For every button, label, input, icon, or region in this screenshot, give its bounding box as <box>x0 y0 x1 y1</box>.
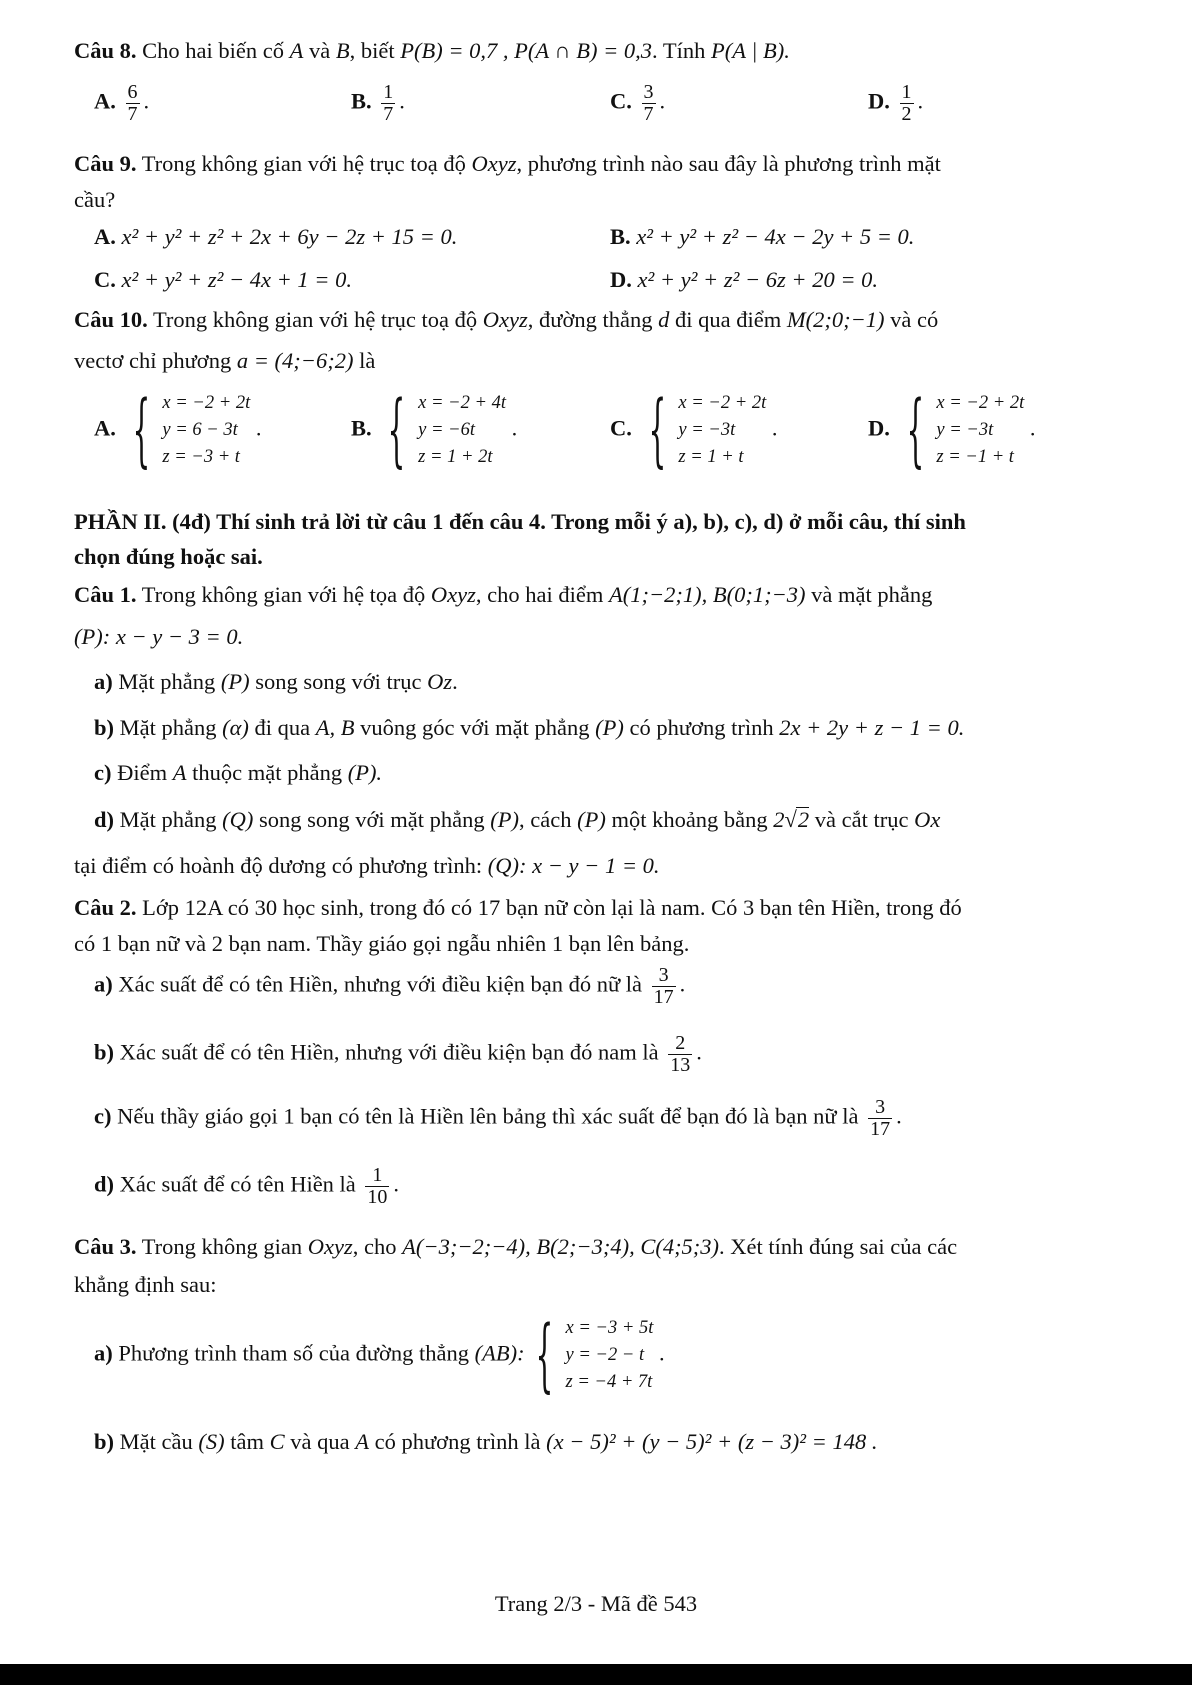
sphere-eq: (x − 5)² + (y − 5)² + (z − 3)² = 148 . <box>546 1429 878 1454</box>
denominator: 13 <box>670 1054 691 1076</box>
fraction <box>365 1165 389 1208</box>
q10-text: vectơ chỉ phương <box>74 348 232 373</box>
brace-icon: { <box>387 383 406 476</box>
fraction <box>900 82 914 125</box>
option-letter: A. <box>94 88 116 114</box>
q8-option-d: D. $\frac{1}{2}$ . <box>868 81 924 125</box>
q10-point: M(2;0;−1) <box>786 307 885 332</box>
q9-option-d <box>610 266 878 294</box>
system-row: z = −1 + t <box>936 446 1014 467</box>
item-text: song song với trục <box>255 669 422 694</box>
item-text: Điểm <box>117 760 168 785</box>
system-row: z = −4 + 7t <box>565 1371 653 1392</box>
q10-text: , đường thẳng <box>527 307 653 332</box>
fraction <box>652 965 676 1008</box>
system-row: x = −2 + 4t <box>418 393 506 413</box>
system-row: y = −6t <box>418 419 475 440</box>
item-text: . <box>452 669 458 694</box>
numerator: 3 <box>868 1097 892 1119</box>
q10-direction-vector: a = (4;−6;2) <box>236 348 354 373</box>
numerator: 1 <box>383 81 394 103</box>
plane-q: (Q) <box>222 807 254 832</box>
q9-label: Câu 9. <box>74 151 137 176</box>
plane-p: (P) <box>595 715 624 740</box>
q10-line-d: d <box>658 307 670 332</box>
option-letter: C. <box>94 267 116 292</box>
system-row: z = −3 + t <box>162 446 240 467</box>
plane-p: (P) <box>490 807 519 832</box>
denominator: 7 <box>643 103 654 125</box>
option-letter: D. <box>610 267 632 292</box>
points-ab: A, B <box>315 715 355 740</box>
numerator: 1 <box>901 81 912 103</box>
item-text: tâm <box>230 1429 264 1454</box>
system-row: x = −3 + 5t <box>565 1318 654 1338</box>
numerator: 2 <box>668 1033 692 1055</box>
item-text: đi qua <box>254 715 311 740</box>
item-text: Mặt cầu <box>119 1429 193 1454</box>
fraction <box>642 82 656 125</box>
q10-text: là <box>359 348 376 373</box>
item-label: d) <box>94 807 115 832</box>
q9-coord-system: Oxyz <box>471 151 517 176</box>
q10-text: và có <box>890 307 939 332</box>
fraction <box>668 1033 692 1076</box>
system-row: z = 1 + 2t <box>418 446 493 467</box>
c3-stem-cont <box>74 1271 216 1299</box>
item-label: a) <box>94 971 113 997</box>
item-text: Mặt phẳng <box>119 807 217 832</box>
c2-stem-cont <box>74 930 689 958</box>
fraction <box>868 1097 892 1140</box>
item-label: c) <box>94 1103 112 1129</box>
item-text: , cách <box>518 807 572 832</box>
equation-system <box>377 383 506 476</box>
item-text: Mặt phẳng <box>119 715 217 740</box>
q10-text: Trong không gian với hệ trục toạ độ <box>152 307 478 332</box>
equation-system <box>638 383 767 476</box>
option-letter: D. <box>868 88 890 114</box>
c1-item-a <box>94 668 458 696</box>
equation-system <box>122 383 251 476</box>
option-letter: D. <box>868 415 890 441</box>
system-row: x = −2 + 2t <box>936 393 1025 413</box>
c3-item-a: a) Phương trình tham số của đường thẳng (AB): { x = −3 + 5t y = −2 − t z = −4 + 7t . <box>94 1308 665 1401</box>
q8-text: . Tính <box>652 38 706 63</box>
equation-system <box>525 1308 654 1401</box>
denominator: 2 <box>901 103 912 125</box>
q10-text: đi qua điểm <box>674 307 782 332</box>
q10-option-d: D. { x = −2 + 2t y = −3t z = −1 + t . <box>868 383 1036 476</box>
q10-option-a: A. { x = −2 + 2t y = 6 − 3t z = −3 + t . <box>94 383 262 476</box>
item-text: Xác suất để có tên Hiền là <box>119 1171 356 1197</box>
option-letter: C. <box>610 88 632 114</box>
q8-stem <box>74 37 790 65</box>
system-row: y = −2 − t <box>565 1344 645 1365</box>
q8-expr-pab: P(A ∩ B) = 0,3 <box>514 38 653 63</box>
item-label: c) <box>94 760 112 785</box>
option-letter: C. <box>610 415 632 441</box>
item-text: Xác suất để có tên Hiền, nhưng với điều kiện bạn đó nữ là <box>118 971 643 997</box>
q10-option-c: C. { x = −2 + 2t y = −3t z = 1 + t . <box>610 383 778 476</box>
q8-expr-pb: P(B) = 0,7 , <box>400 38 509 63</box>
system-row: x = −2 + 2t <box>162 393 251 413</box>
brace-icon: { <box>906 383 924 476</box>
item-text: và qua <box>290 1429 350 1454</box>
c1-plane <box>74 623 243 651</box>
plane-p: (P) <box>220 669 250 694</box>
numerator: 1 <box>365 1165 389 1187</box>
denominator: 17 <box>870 1118 891 1140</box>
system-row: z = 1 + t <box>678 446 744 467</box>
q9-text: , phương trình nào sau đây là phương trình mặt <box>516 151 941 176</box>
item-label: b) <box>94 1429 115 1454</box>
plane-p: (P). <box>347 760 383 785</box>
c2-text: có 1 bạn nữ và 2 bạn nam. Thầy giáo gọi ngẫu nhiên 1 bạn lên bảng. <box>74 931 690 956</box>
item-text: Nếu thầy giáo gọi 1 bạn có tên là Hiền lên bảng thì xác suất để bạn đó là bạn nữ là <box>117 1103 859 1129</box>
c3-stem <box>74 1233 957 1261</box>
q9-option-c <box>94 266 352 294</box>
item-label: a) <box>94 669 113 694</box>
numerator: 3 <box>643 81 654 103</box>
option-letter: B. <box>351 415 372 441</box>
item-label: d) <box>94 1171 115 1197</box>
item-text: thuộc mặt phẳng <box>192 760 343 785</box>
c3-text: . Xét tính đúng sai của các <box>719 1234 958 1259</box>
part2-heading-cont: chọn đúng hoặc sai. <box>74 544 263 569</box>
q10-stem <box>74 306 938 334</box>
axis-ox: Ox <box>914 807 941 832</box>
q8-label: Câu 8. <box>74 38 137 63</box>
c2-item-a: a) Xác suất để có tên Hiền, nhưng với điều kiện bạn đó nữ là $\frac{3}{17}$ . <box>94 964 686 1008</box>
sphere-s: (S) <box>198 1429 225 1454</box>
item-label: b) <box>94 715 115 740</box>
option-expr: x² + y² + z² + 2x + 6y − 2z + 15 = 0. <box>121 224 458 249</box>
distance-radicand: 2 <box>797 807 810 832</box>
q8-option-a: A. $\frac{6}{7}$ . <box>94 81 150 125</box>
line-ab: (AB): <box>474 1340 525 1366</box>
c2-stem <box>74 894 962 922</box>
plane-eq: 2x + 2y + z − 1 = 0. <box>779 715 965 740</box>
item-text: song song với mặt phẳng <box>258 807 485 832</box>
item-label: a) <box>94 1340 113 1366</box>
denominator: 7 <box>383 103 394 125</box>
q9-stem-cont <box>74 186 115 214</box>
q8-expr-target: P(A | B). <box>711 38 790 63</box>
q9-text: cầu? <box>74 187 116 212</box>
c3-points: A(−3;−2;−4), B(2;−3;4), C(4;5;3) <box>402 1234 720 1259</box>
c1-points: A(1;−2;1), B(0;1;−3) <box>609 582 806 607</box>
item-text: có phương trình <box>629 715 774 740</box>
plane-alpha: (α) <box>222 715 249 740</box>
option-expr: x² + y² + z² − 4x − 2y + 5 = 0. <box>636 224 915 249</box>
brace-icon: { <box>648 383 666 476</box>
q8-text: và <box>309 38 331 63</box>
fraction <box>381 82 395 125</box>
c1-item-b <box>94 714 964 742</box>
equation-system <box>896 383 1025 476</box>
c3-label: Câu 3. <box>74 1234 137 1259</box>
c1-label: Câu 1. <box>74 582 137 607</box>
c1-item-d-cont <box>74 852 660 880</box>
c2-item-b: b) Xác suất để có tên Hiền, nhưng với điều kiện bạn đó nam là $\frac{2}{13}$ . <box>94 1032 702 1076</box>
distance-coefficient: 2 <box>773 807 785 832</box>
option-letter: A. <box>94 224 116 249</box>
item-text: và cắt trục <box>814 807 909 832</box>
part2-heading: PHẦN II. (4đ) Thí sinh trả lời từ câu 1 đến câu 4. Trong mỗi ý a), b), c), d) ở mỗi câu, thí sinh <box>74 509 966 534</box>
q10-stem-cont <box>74 347 375 375</box>
option-letter: B. <box>351 88 372 114</box>
item-text: một khoảng bằng <box>611 807 768 832</box>
q8-event-a: A <box>289 38 304 63</box>
q9-text: Trong không gian với hệ trục toạ độ <box>141 151 466 176</box>
point-c: C <box>269 1429 285 1454</box>
point-a: A <box>355 1429 369 1454</box>
denominator: 10 <box>367 1186 388 1208</box>
brace-icon: { <box>132 383 150 476</box>
brace-icon: { <box>535 1308 553 1401</box>
q8-option-b: B. $\frac{1}{7}$ . <box>351 81 405 125</box>
option-expr: x² + y² + z² − 4x + 1 = 0. <box>121 267 352 292</box>
item-text: tại điểm có hoành độ dương có phương trình: <box>74 853 483 878</box>
plane-q-eq: (Q): x − y − 1 = 0. <box>487 853 660 878</box>
system-row: x = −2 + 2t <box>678 393 767 413</box>
q10-coord-system: Oxyz <box>482 307 528 332</box>
option-letter: B. <box>610 224 631 249</box>
c1-text: Trong không gian với hệ tọa độ <box>141 582 426 607</box>
item-text: Xác suất để có tên Hiền, nhưng với điều kiện bạn đó nam là <box>119 1039 659 1065</box>
c1-item-d <box>94 806 940 834</box>
system-row: y = 6 − 3t <box>162 419 238 440</box>
point-a: A <box>172 760 187 785</box>
c3-text: khẳng định sau: <box>74 1272 217 1297</box>
fraction <box>126 82 140 125</box>
c3-text: , cho <box>352 1234 397 1259</box>
axis-oz: Oz <box>427 669 453 694</box>
scan-edge <box>0 1664 1192 1685</box>
c1-item-c <box>94 759 382 787</box>
option-letter: A. <box>94 415 116 441</box>
q8-text: , biết <box>349 38 395 63</box>
denominator: 17 <box>653 986 674 1008</box>
q10-option-b: B. { x = −2 + 4t y = −6t z = 1 + 2t . <box>351 383 518 476</box>
c3-item-b <box>94 1428 877 1456</box>
q9-option-b <box>610 223 914 251</box>
system-row: y = −3t <box>936 419 994 440</box>
numerator: 3 <box>652 965 676 987</box>
q8-text: Cho hai biến cố <box>142 38 284 63</box>
page-footer: Trang 2/3 - Mã đề 543 <box>494 1591 698 1616</box>
q9-option-a <box>94 223 457 251</box>
item-text: có phương trình là <box>374 1429 541 1454</box>
system-row: y = −3t <box>678 419 736 440</box>
item-text: Mặt phẳng <box>118 669 216 694</box>
q9-stem <box>74 150 941 178</box>
c1-coord-system: Oxyz <box>430 582 476 607</box>
c2-text: Lớp 12A có 30 học sinh, trong đó có 17 bạn nữ còn lại là nam. Có 3 bạn tên Hiền, trong đó <box>142 895 962 920</box>
c2-item-d: d) Xác suất để có tên Hiền là $\frac{1}{10}$ . <box>94 1164 400 1208</box>
c3-coord-system: Oxyz <box>307 1234 353 1259</box>
option-expr: x² + y² + z² − 6z + 20 = 0. <box>637 267 879 292</box>
c1-stem <box>74 581 932 609</box>
c2-label: Câu 2. <box>74 895 137 920</box>
c1-text: và mặt phẳng <box>811 582 933 607</box>
item-text: vuông góc với mặt phẳng <box>360 715 590 740</box>
distance: 2√2 <box>773 807 810 832</box>
q8-option-c: C. $\frac{3}{7}$ . <box>610 81 666 125</box>
denominator: 7 <box>127 103 138 125</box>
item-text: Phương trình tham số của đường thẳng <box>118 1340 470 1366</box>
c3-text: Trong không gian <box>141 1234 303 1259</box>
plane-p: (P) <box>577 807 606 832</box>
c1-text: , cho hai điểm <box>475 582 604 607</box>
q8-event-b: B <box>335 38 350 63</box>
item-label: b) <box>94 1039 115 1065</box>
c1-plane-eq: (P): x − y − 3 = 0. <box>74 624 244 649</box>
c2-item-c: c) Nếu thầy giáo gọi 1 bạn có tên là Hiền lên bảng thì xác suất để bạn đó là bạn nữ là $\frac{3}{17}$ . <box>94 1096 902 1140</box>
q10-label: Câu 10. <box>74 307 148 332</box>
numerator: 6 <box>127 81 138 103</box>
